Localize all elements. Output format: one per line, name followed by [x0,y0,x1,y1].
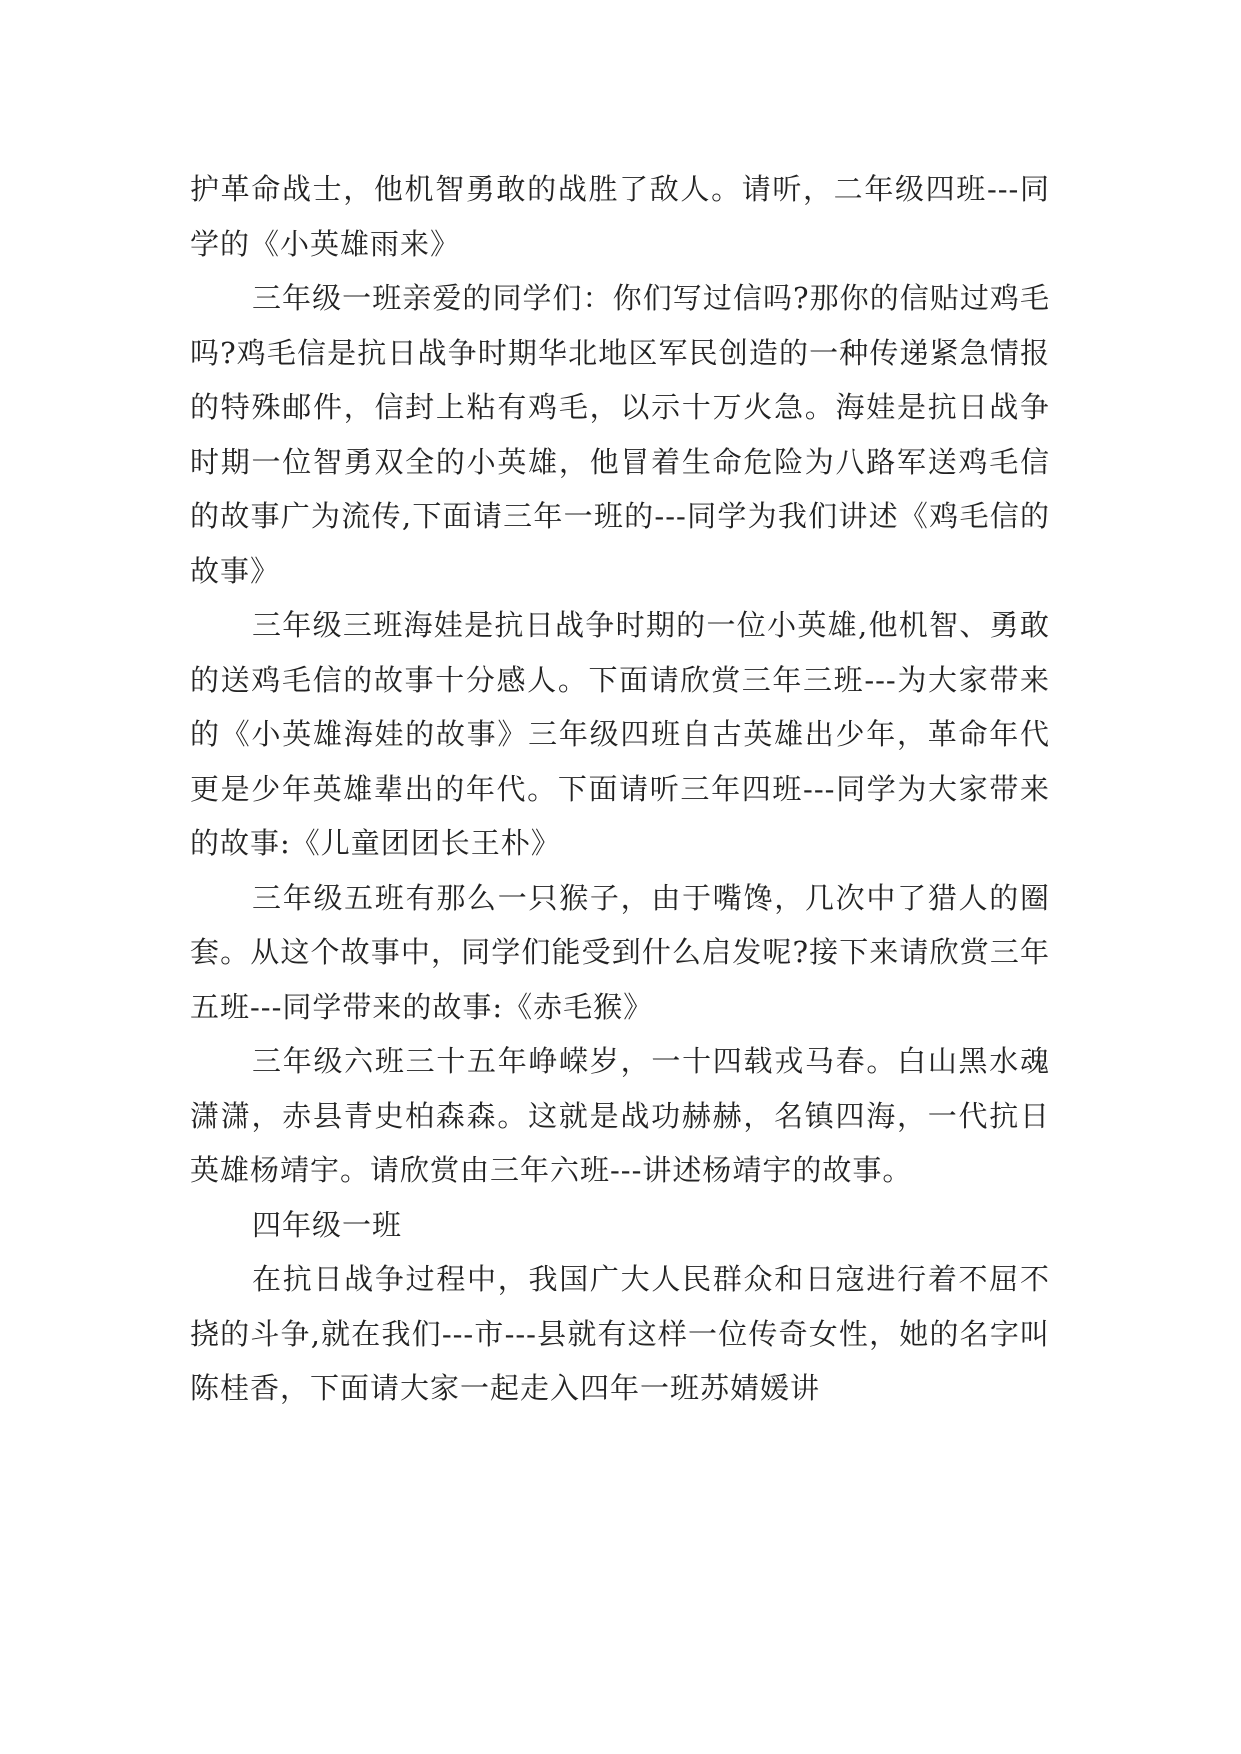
paragraph-continued: 护革命战士，他机智勇敢的战胜了敌人。请听，二年级四班---同学的《小英雄雨来》 [190,172,1050,261]
paragraph-grade3-class1: 三年级一班亲爱的同学们：你们写过信吗?那你的信贴过鸡毛吗?鸡毛信是抗日战争时期华北地区军民创造的一种传递紧急情报的特殊邮件，信封上粘有鸡毛，以示十万火急。海娃是抗日战争时期一位智勇双全的小英雄，他冒着生命危险为八路军送鸡毛信的故事广为流传,下面请三年一班的---同学为我们讲述《鸡毛信的故事》 [190,281,1050,588]
paragraph-grade3-class3: 三年级三班海娃是抗日战争时期的一位小英雄,他机智、勇敢的送鸡毛信的故事十分感人。下面请欣赏三年三班---为大家带来的《小英雄海娃的故事》三年级四班自古英雄出少年，革命年代更是少年英雄辈出的年代。下面请听三年四班---同学为大家带来的故事:《儿童团团长王朴》 [190,608,1050,860]
paragraph-grade4-class1-heading: 四年级一班 [252,1207,403,1242]
paragraph-grade4-class1: 在抗日战争过程中，我国广大人民群众和日寇进行着不屈不挠的斗争,就在我们---市---县就有这样一位传奇女性，她的名字叫陈桂香，下面请大家一起走入四年一班苏婧媛讲 [190,1262,1050,1405]
paragraph-grade3-class6: 三年级六班三十五年峥嵘岁，一十四载戎马春。白山黑水魂潇潇，赤县青史柏森森。这就是战功赫赫，名镇四海，一代抗日英雄杨靖宇。请欣赏由三年六班---讲述杨靖宇的故事。 [190,1044,1050,1187]
document-body [190,162,1050,1416]
paragraph-grade3-class5: 三年级五班有那么一只猴子，由于嘴馋，几次中了猎人的圈套。从这个故事中，同学们能受到什么启发呢?接下来请欣赏三年五班---同学带来的故事:《赤毛猴》 [190,880,1050,1024]
